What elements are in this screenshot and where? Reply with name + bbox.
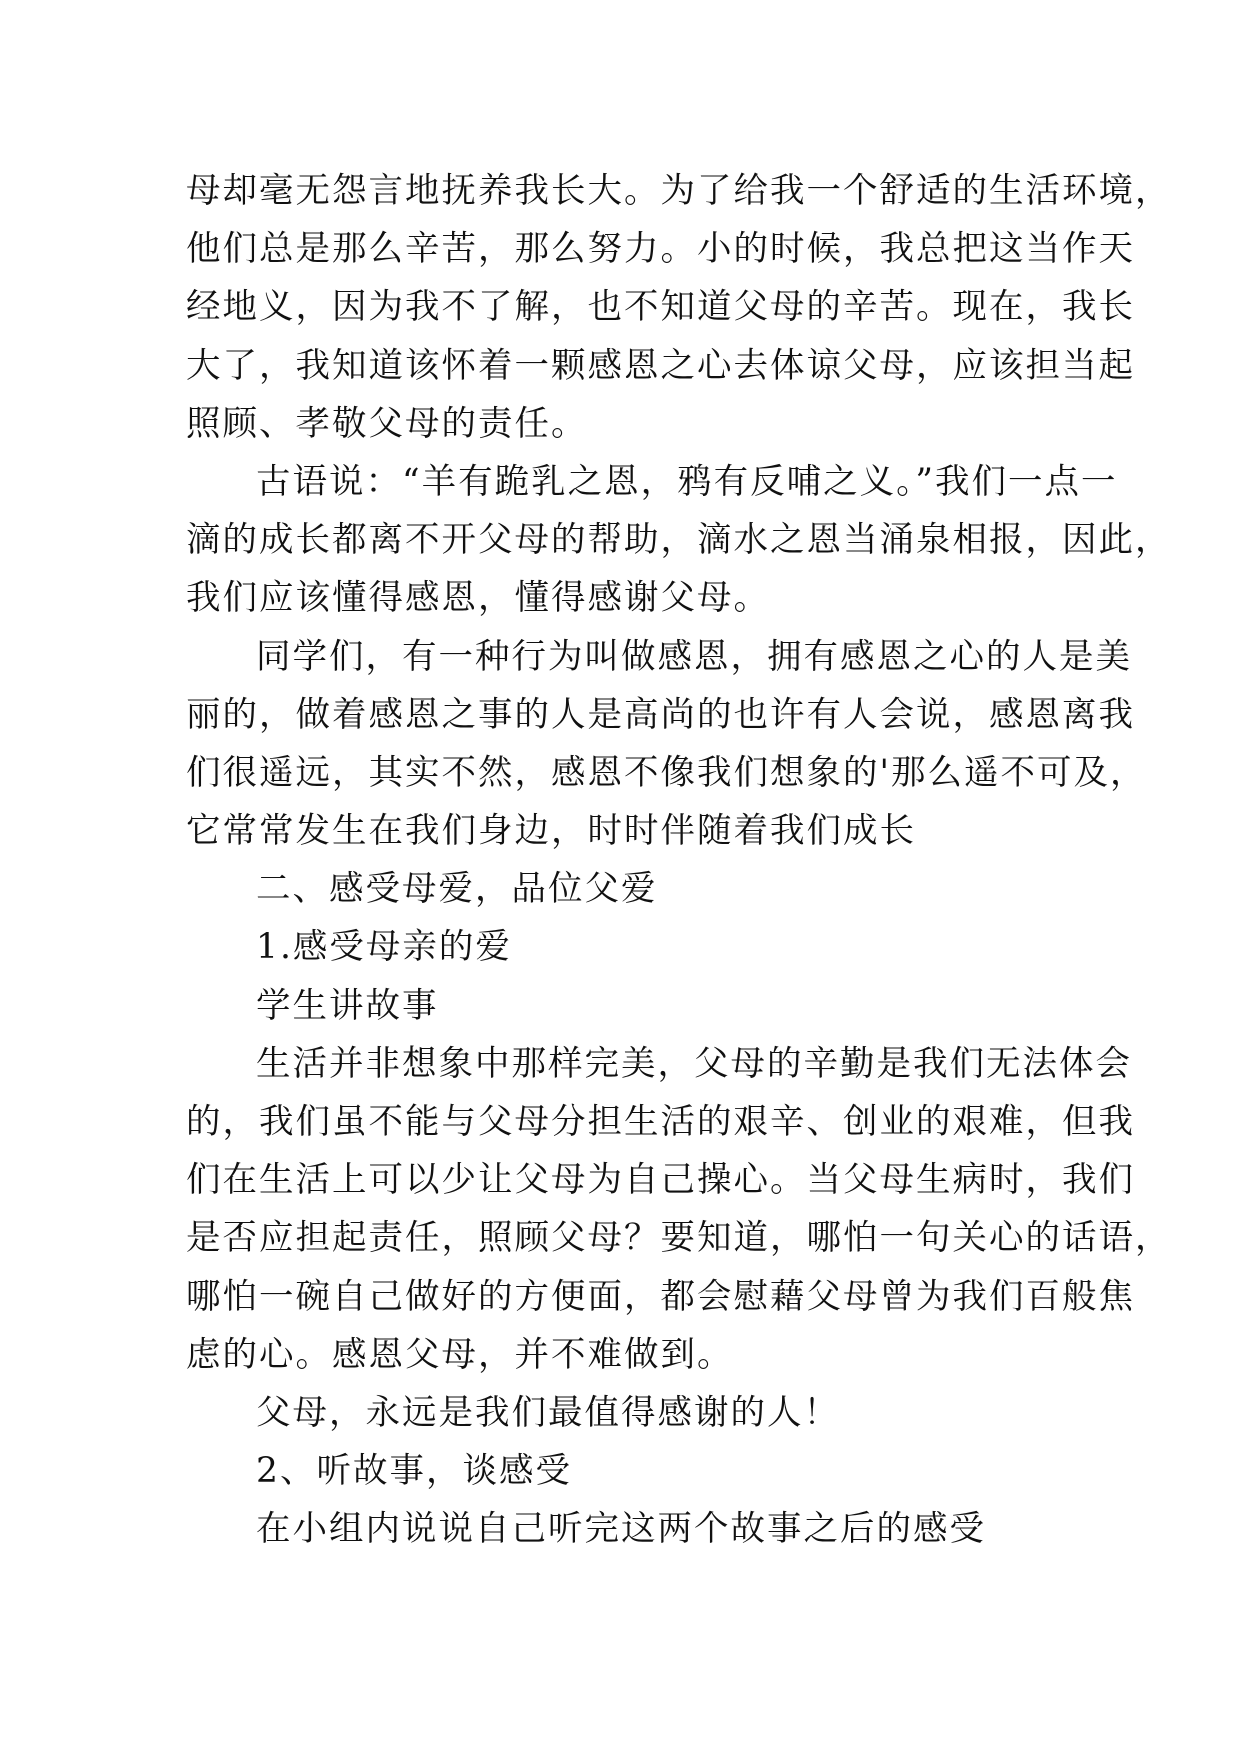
subsection-heading: 2、听故事，谈感受 bbox=[256, 1451, 572, 1492]
text-line: 大了，我知道该怀着一颗感恩之心去体谅父母，应该担当起 bbox=[186, 345, 1135, 386]
text-line: 他们总是那么辛苦，那么努力。小的时候，我总把这当作天 bbox=[186, 229, 1135, 270]
text-line: 虑的心。感恩父母，并不难做到。 bbox=[186, 1334, 734, 1375]
text-line: 照顾、孝敬父母的责任。 bbox=[186, 403, 588, 444]
text-line: 滴的成长都离不开父母的帮助，滴水之恩当涌泉相报，因此， bbox=[186, 520, 1172, 561]
text-line: 们很遥远，其实不然，感恩不像我们想象的'那么遥不可及， bbox=[186, 752, 1147, 793]
paragraph-start-line: 生活并非想象中那样完美，父母的辛勤是我们无法体会 bbox=[256, 1043, 1132, 1084]
text-line: 我们应该懂得感恩，懂得感谢父母。 bbox=[186, 578, 770, 619]
paragraph-start-line: 父母，永远是我们最值得感谢的人！ bbox=[256, 1392, 840, 1433]
text-line: 经地义，因为我不了解，也不知道父母的辛苦。现在，我长 bbox=[186, 287, 1135, 328]
text-line: 丽的，做着感恩之事的人是高尚的也许有人会说，感恩离我 bbox=[186, 694, 1135, 735]
activity-label: 学生讲故事 bbox=[256, 985, 439, 1026]
text-line: 们在生活上可以少让父母为自己操心。当父母生病时，我们 bbox=[186, 1160, 1135, 1201]
section-heading: 二、感受母爱，品位父爱 bbox=[256, 869, 658, 910]
document-body bbox=[186, 162, 1172, 1559]
paragraph-start-line: 古语说：“羊有跪乳之恩，鸦有反哺之义。”我们一点一 bbox=[256, 461, 1118, 502]
text-line: 母却毫无怨言地抚养我长大。为了给我一个舒适的生活环境， bbox=[186, 171, 1172, 211]
text-line: 是否应担起责任，照顾父母？要知道，哪怕一句关心的话语， bbox=[186, 1218, 1172, 1259]
paragraph-start-line: 在小组内说说自己听完这两个故事之后的感受 bbox=[256, 1509, 986, 1550]
text-line: 的，我们虽不能与父母分担生活的艰辛、创业的艰难，但我 bbox=[186, 1102, 1135, 1142]
subsection-heading: 1.感受母亲的爱 bbox=[256, 927, 512, 968]
text-line: 它常常发生在我们身边，时时伴随着我们成长 bbox=[186, 811, 916, 852]
text-line: 哪怕一碗自己做好的方便面，都会慰藉父母曾为我们百般焦 bbox=[186, 1276, 1135, 1317]
paragraph-start-line: 同学们，有一种行为叫做感恩，拥有感恩之心的人是美 bbox=[256, 636, 1132, 677]
